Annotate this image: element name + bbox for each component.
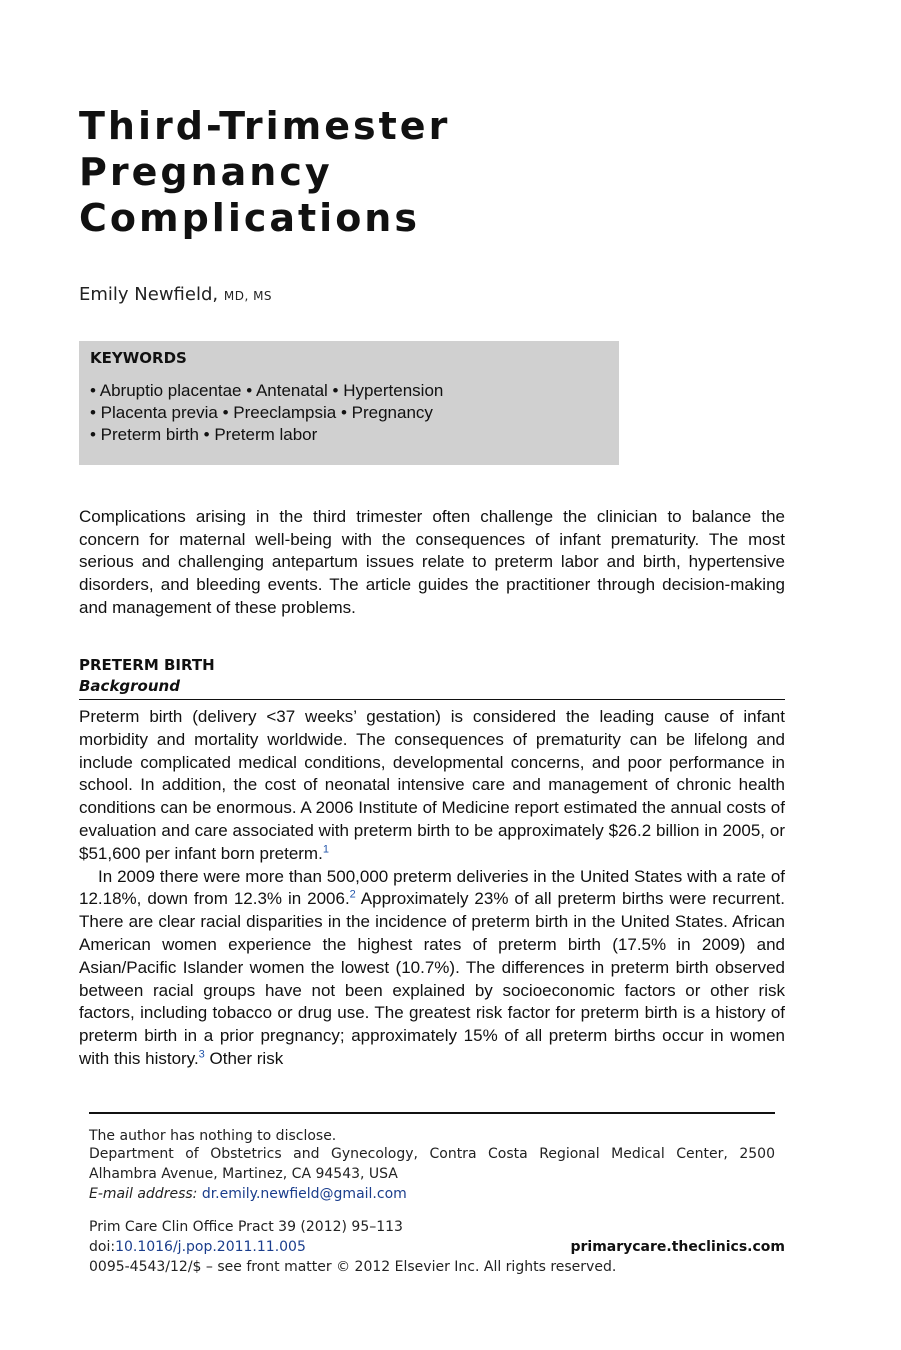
reference-link[interactable]: 3 [198,1048,205,1061]
doi-link[interactable]: 10.1016/j.pop.2011.11.005 [115,1239,306,1255]
doi-label: doi: [89,1239,116,1255]
article-title-line: Complications [79,196,420,240]
disclosure-note: The author has nothing to disclose. [89,1128,337,1144]
reference-link[interactable]: 1 [322,843,329,856]
copyright-line: 0095-4543/12/$ – see front matter © 2012 Elsevier Inc. All rights reserved. [89,1259,617,1275]
keywords-line: • Preterm birth • Preterm labor [90,425,318,444]
author-name: Emily Newfield, [79,284,219,305]
email-note [89,1184,775,1204]
abstract-paragraph: Complications arising in the third trimester often challenge the clinician to balance the concern for maternal well-being with the consequences of infant prematurity. The most serious and challenging antepartum issues relate to preterm labor and birth, hypertensive disorders, and bleeding events. The article guides the practitioner through decision-making and management of these problems. [79,507,785,617]
author-byline [79,284,272,305]
journal-website[interactable]: primarycare.theclinics.com [570,1239,785,1255]
body-paragraph [79,866,785,1071]
keywords-line: • Placenta previa • Preeclampsia • Pregnancy [90,403,433,422]
article-title-line: Pregnancy [79,150,333,194]
email-link[interactable]: dr.emily.newfield@gmail.com [201,1186,407,1202]
body-paragraph [79,706,785,866]
affiliation-text: Department of Obstetrics and Gynecology, Contra Costa Regional Medical Center, 2500 Alhambra Avenue, Martinez, CA 94543, USA [89,1146,775,1182]
author-degrees: MD, MS [223,289,273,303]
article-title [79,103,450,241]
journal-citation: Prim Care Clin Office Pract 39 (2012) 95–113 [89,1219,403,1235]
paragraph-text: Approximately 23% of all preterm births were recurrent. There are clear racial disparities in the incidence of preterm birth in the United States. African American women experience the highest rates of preterm birth (17.5% in 2009) and Asian/Pacific Islander women the lowest (10.7%). The differences in preterm birth observed between racial groups have not been explained by socioeconomic factors or other risk factors, including tobacco or drug use. The greatest risk factor for preterm birth is a history of preterm birth in a prior pregnancy; approximately 15% of all preterm births occur in women with this history. [79,889,785,1068]
keywords-line: • Abruptio placentae • Antenatal • Hypertension [90,381,444,400]
keywords-heading: KEYWORDS [90,349,187,367]
section-subheading: Background [79,677,180,695]
section-divider [79,699,785,700]
paragraph-text: Other risk [204,1048,284,1068]
reference-link[interactable]: 2 [349,888,356,901]
keywords-box [79,341,619,465]
section-heading: PRETERM BIRTH [79,656,215,674]
paragraph-text: In 2009 there were more than 500,000 preterm deliveries in the United States with a rate of 12.18%, down from 12.3% in 2006. [79,866,785,909]
email-label: E-mail address: [89,1186,198,1202]
paragraph-text: Preterm birth (delivery <37 weeks’ gestation) is considered the leading cause of infant morbidity and mortality worldwide. The consequences of prematurity can be lifelong and include complicated medical conditions, developmental concerns, and poor performance in school. In addition, the cost of neonatal intensive care and management of chronic health conditions can be enormous. A 2006 Institute of Medicine report estimated the annual costs of evaluation and care associated with preterm birth to be approximately $26.2 billion in 2005, or $51,600 per infant born preterm. [79,707,785,863]
article-title-line: Third-Trimester [79,104,451,148]
body-text [79,706,785,1071]
affiliation-note [89,1144,775,1184]
footnote-divider [89,1112,775,1114]
doi-line [89,1237,306,1257]
